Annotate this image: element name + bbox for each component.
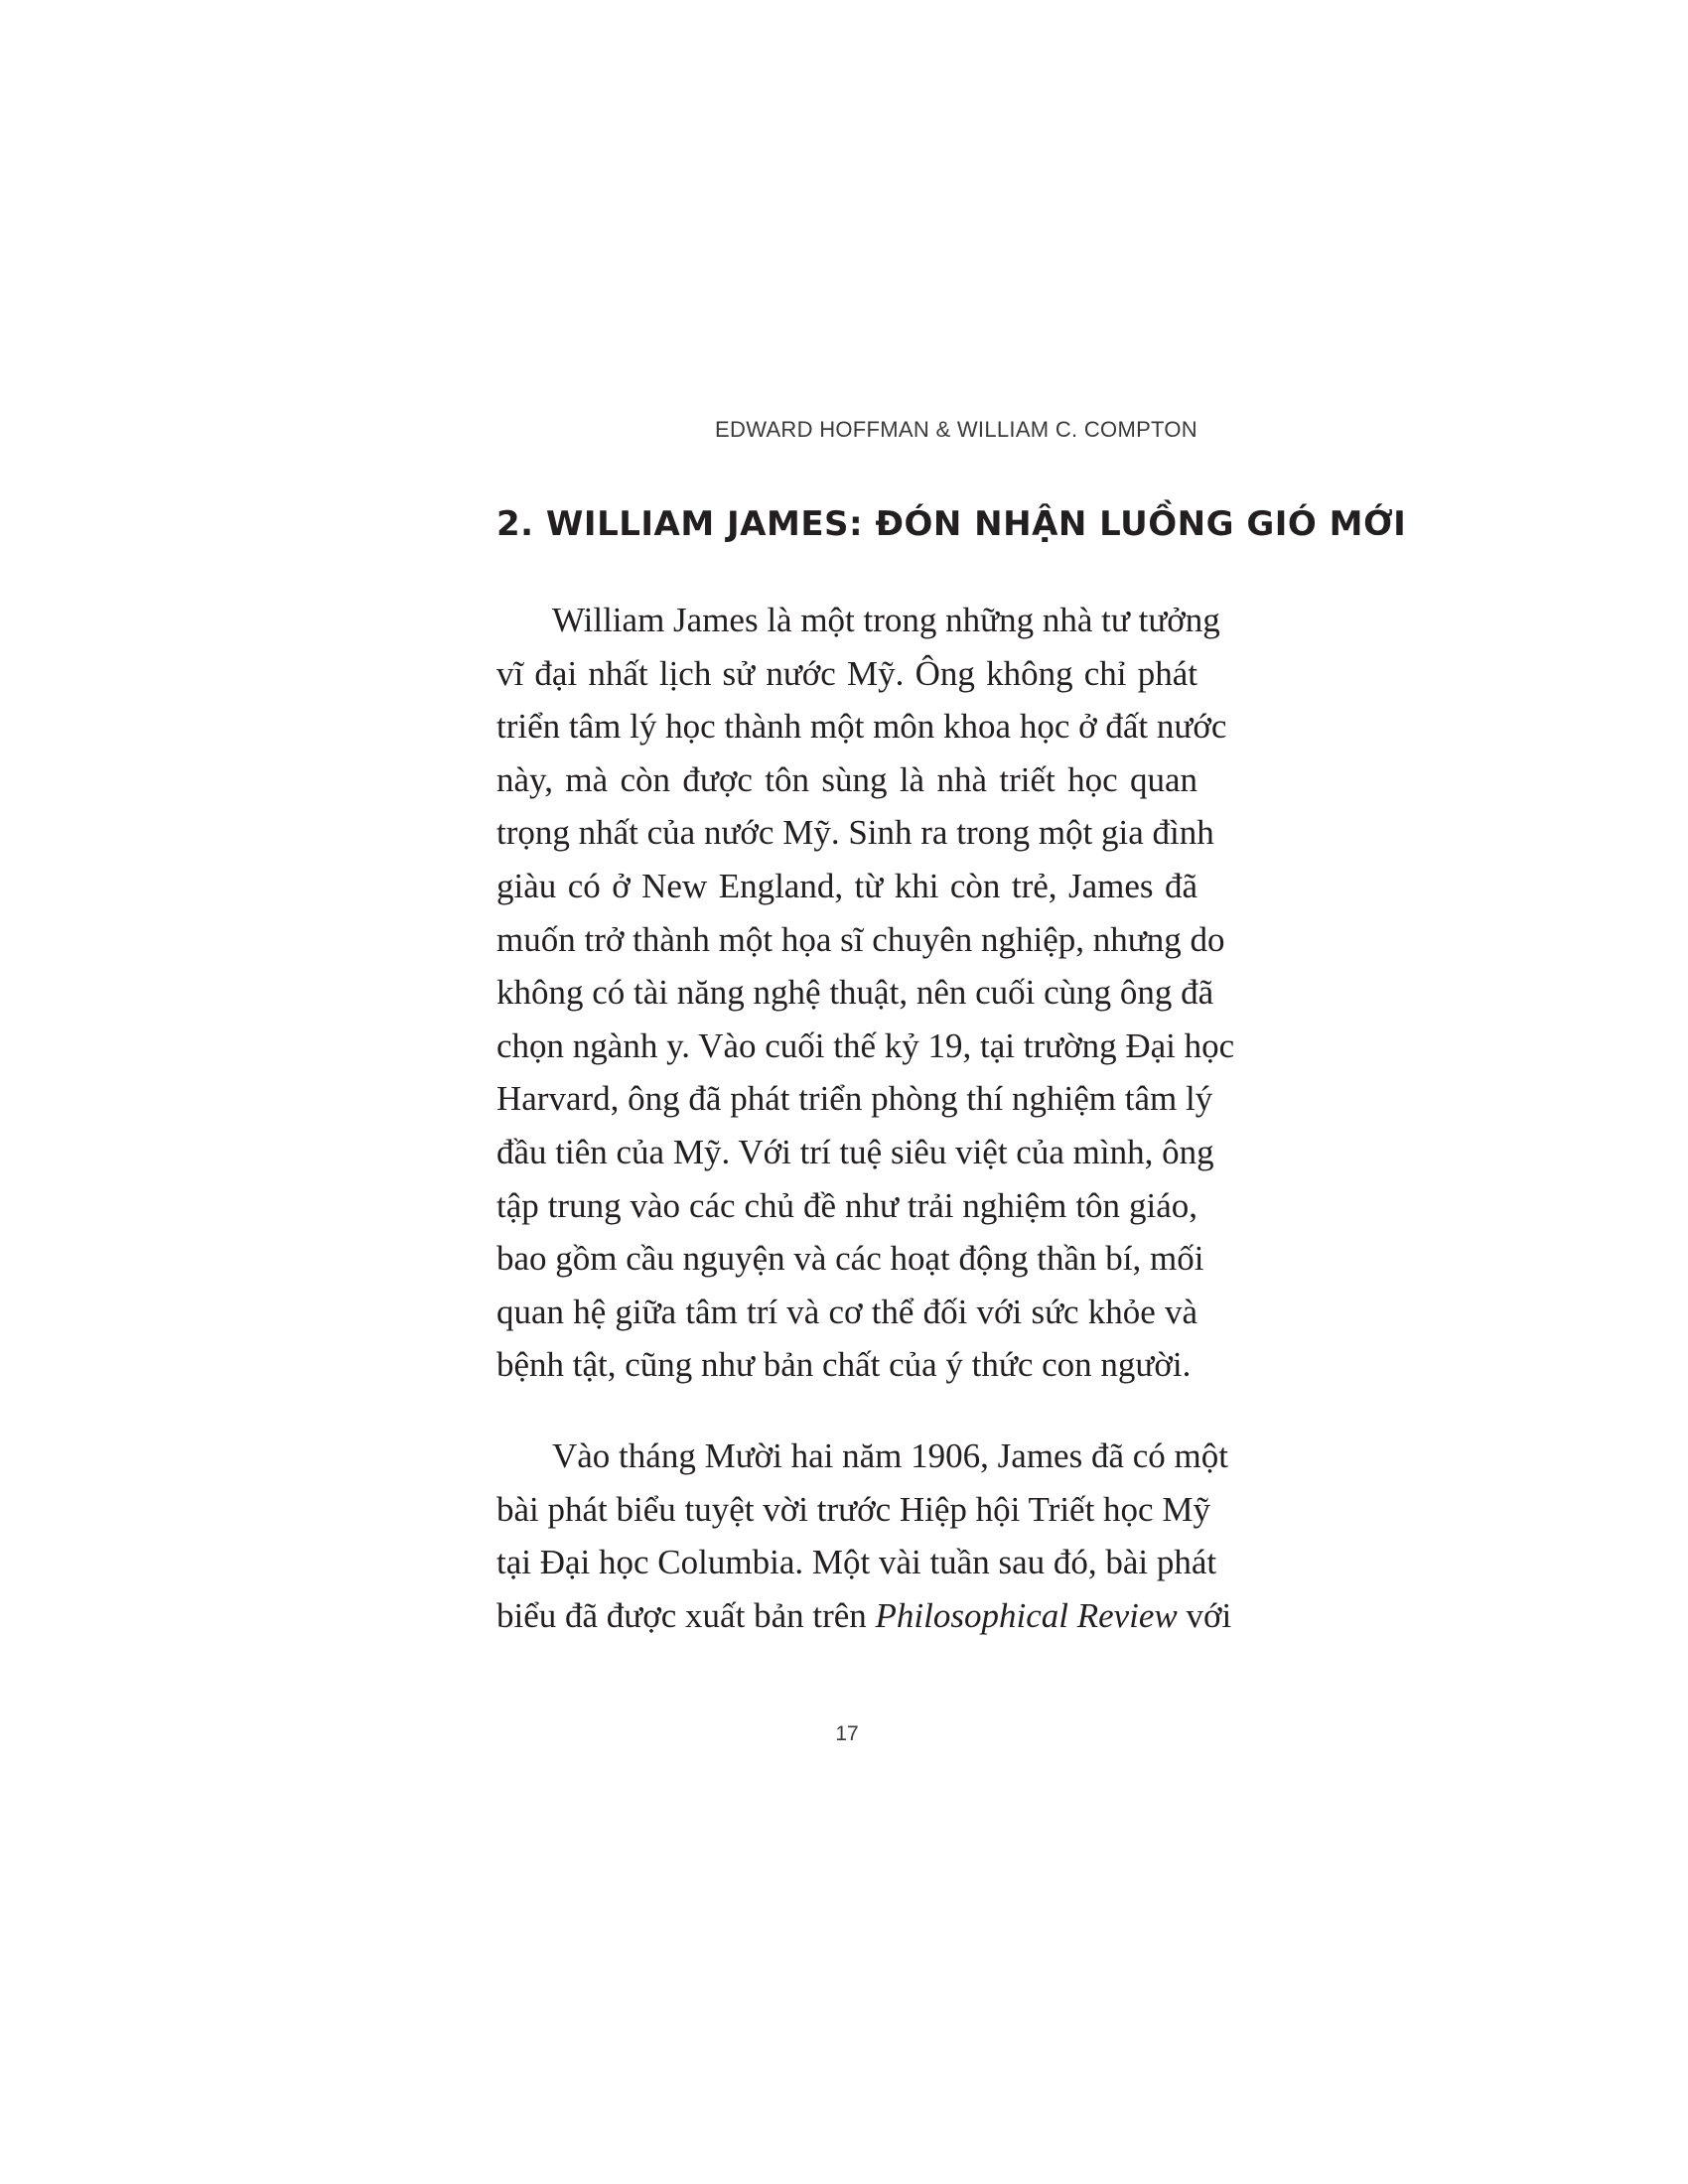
paragraph-line: này, mà còn được tôn sùng là nhà triết học quan xyxy=(496,759,1197,799)
paragraph-line: trọng nhất của nước Mỹ. Sinh ra trong một gia đình xyxy=(496,813,1214,853)
paragraph-line: Harvard, ông đã phát triển phòng thí nghiệm tâm lý xyxy=(496,1079,1213,1119)
paragraph-line: muốn trở thành một họa sĩ chuyên nghiệp, nhưng do xyxy=(496,919,1225,959)
paragraph-line: Vào tháng Mười hai năm 1906, James đã có một xyxy=(552,1436,1228,1475)
chapter-title: 2. WILLIAM JAMES: ĐÓN NHẬN LUỒNG GIÓ MỚI xyxy=(496,504,1407,544)
page-number: 17 xyxy=(835,1722,859,1745)
paragraph-line: bài phát biểu tuyệt vời trước Hiệp hội Triết học Mỹ xyxy=(496,1489,1210,1529)
paragraph-line: đầu tiên của Mỹ. Với trí tuệ siêu việt của mình, ông xyxy=(496,1132,1214,1171)
paragraph-line: bệnh tật, cũng như bản chất của ý thức con người. xyxy=(496,1345,1192,1385)
paragraph-line: tập trung vào các chủ đề như trải nghiệm tôn giáo, xyxy=(496,1185,1197,1225)
journal-title: Philosophical Review xyxy=(875,1595,1178,1635)
paragraph-line: không có tài năng nghệ thuật, nên cuối cùng ông đã xyxy=(496,973,1214,1013)
paragraph-line: William James là một trong những nhà tư tưởng xyxy=(552,601,1220,639)
paragraph-line-text: với xyxy=(1177,1595,1232,1635)
paragraph-line: giàu có ở New England, từ khi còn trẻ, James đã xyxy=(496,866,1197,905)
paragraph-line: tại Đại học Columbia. Một vài tuần sau đó, bài phát xyxy=(496,1543,1217,1582)
paragraph-line: vĩ đại nhất lịch sử nước Mỹ. Ông không chỉ phát xyxy=(496,653,1197,693)
paragraph-line: bao gồm cầu nguyện và các hoạt động thần bí, mối xyxy=(496,1239,1204,1279)
paragraph-line: triển tâm lý học thành một môn khoa học ở đất nước xyxy=(496,707,1227,747)
paragraph-1 xyxy=(496,594,1235,1392)
paragraph-line-text: biểu đã được xuất bản trên xyxy=(496,1595,876,1635)
paragraph-line: chọn ngành y. Vào cuối thế kỷ 19, tại trường Đại học xyxy=(496,1025,1235,1065)
paragraph-2 xyxy=(496,1430,1232,1642)
paragraph-line xyxy=(496,1589,1232,1643)
paragraph-line: quan hệ giữa tâm trí và cơ thể đối với sức khỏe và xyxy=(496,1292,1197,1331)
running-header: EDWARD HOFFMAN & WILLIAM C. COMPTON xyxy=(715,417,1197,442)
